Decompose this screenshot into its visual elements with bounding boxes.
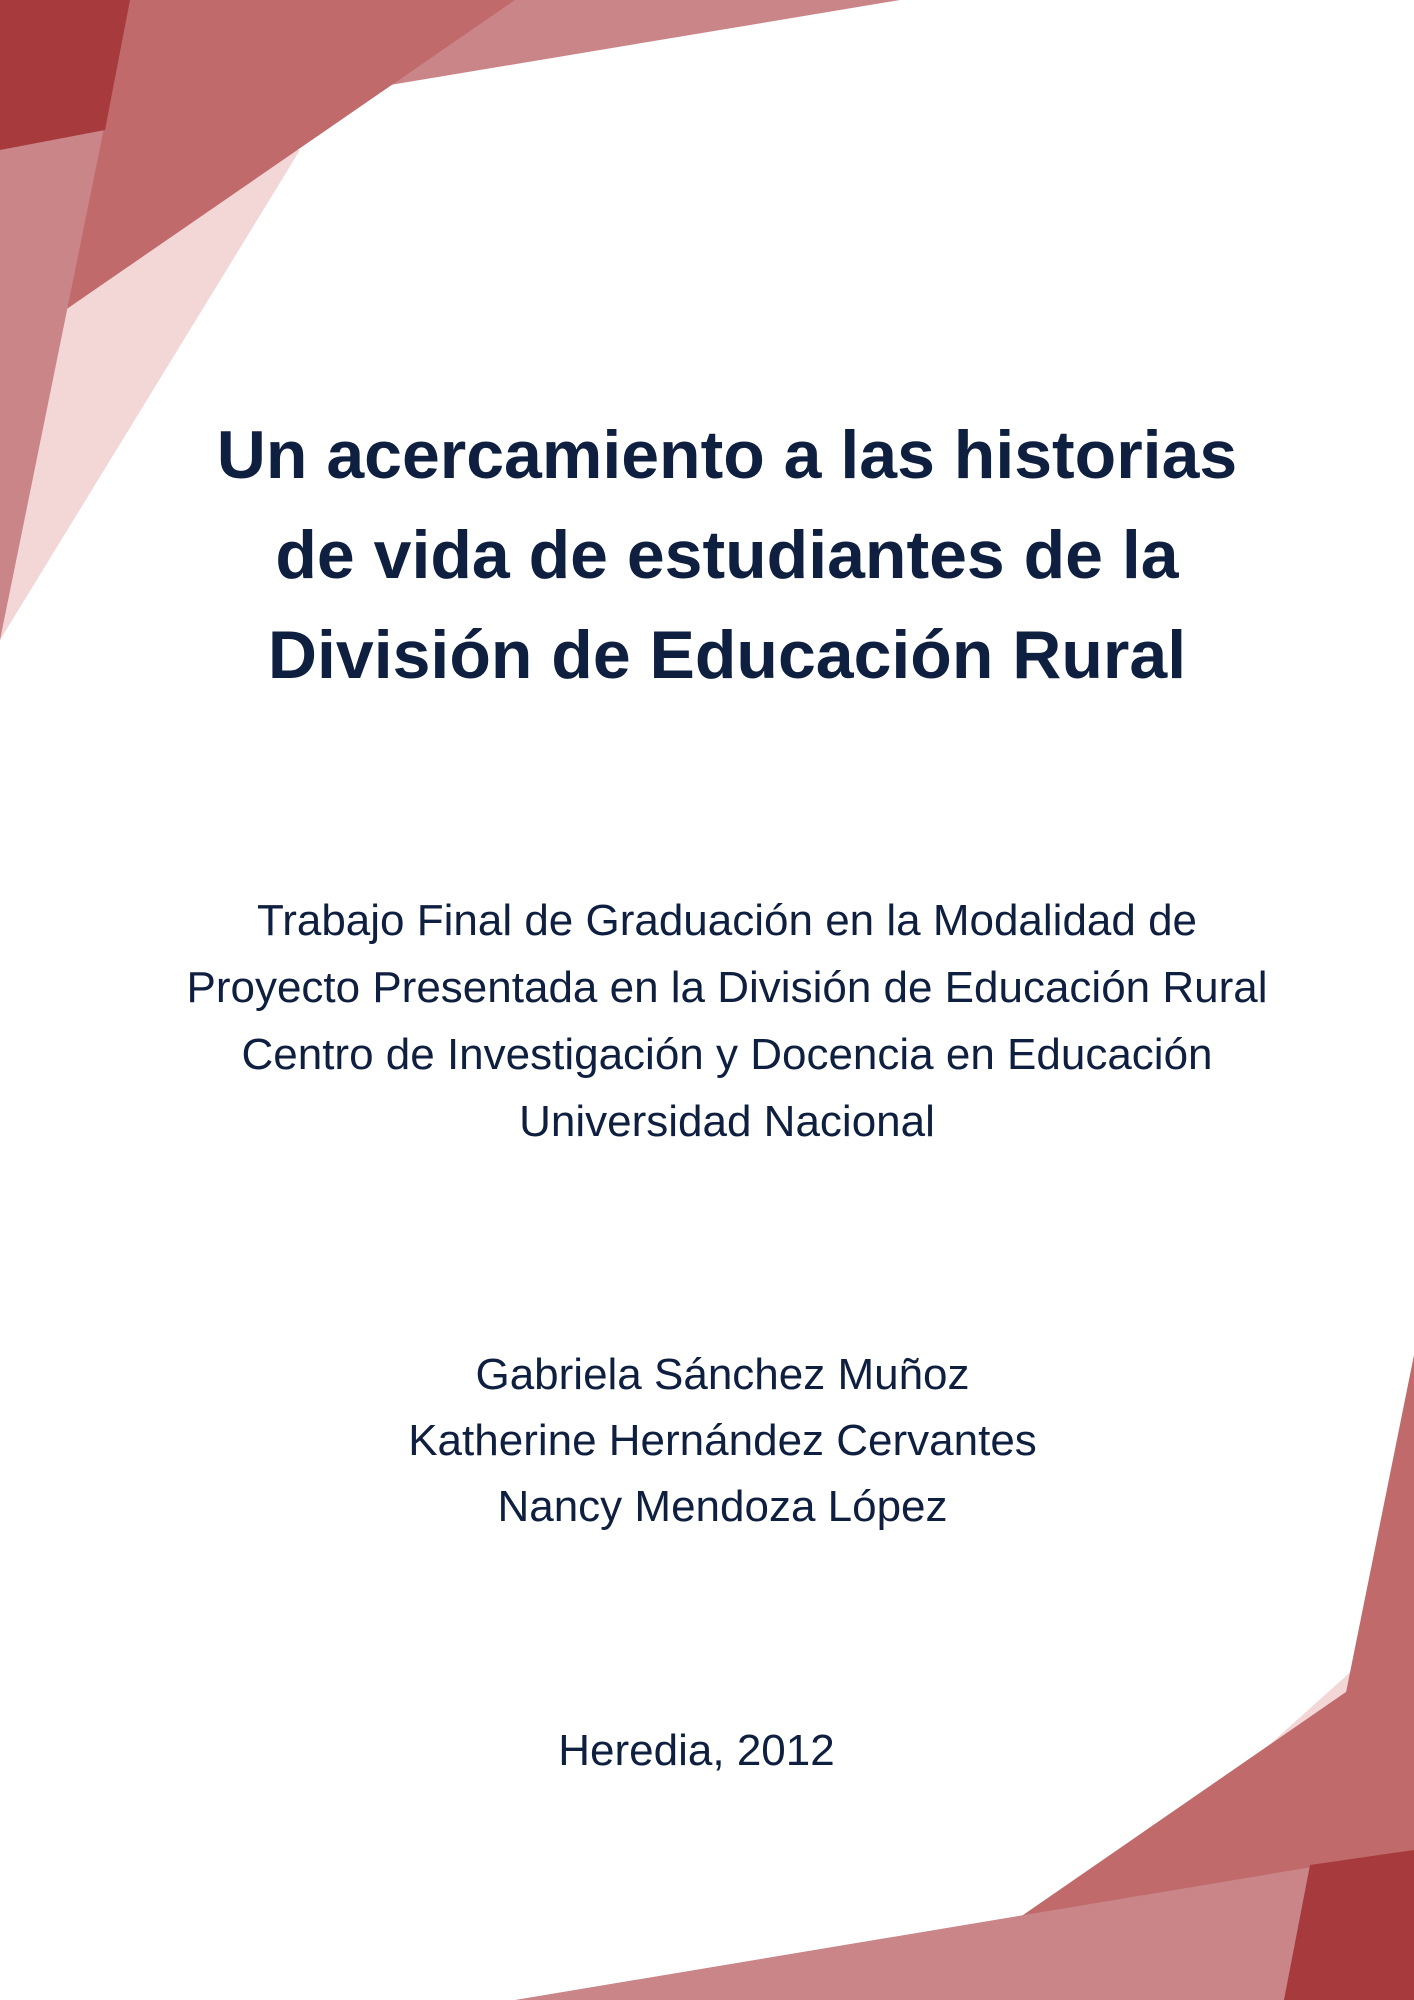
bottom-right-band-muted: [515, 1850, 1414, 2000]
page-title: [100, 405, 1354, 705]
title-line: División de Educación Rural: [267, 617, 1187, 693]
subtitle-block: [100, 887, 1354, 1155]
subtitle-line: Universidad Nacional: [519, 1097, 935, 1146]
subtitle-line: Proyecto Presentada en la División de Educación Rural: [186, 963, 1268, 1012]
title-line: Un acercamiento a las historias: [216, 417, 1238, 493]
author-name: Gabriela Sánchez Muñoz: [475, 1350, 970, 1399]
author-name: Nancy Mendoza López: [497, 1482, 948, 1531]
place-date: Heredia, 2012: [558, 1726, 835, 1775]
authors-block: [100, 1342, 1345, 1540]
subtitle-line: Centro de Investigación y Docencia en Educación: [241, 1030, 1213, 1079]
title-line: de vida de estudiantes de la: [275, 517, 1179, 593]
subtitle-line: Trabajo Final de Graduación en la Modalidad de: [256, 896, 1198, 945]
author-name: Katherine Hernández Cervantes: [408, 1416, 1037, 1465]
